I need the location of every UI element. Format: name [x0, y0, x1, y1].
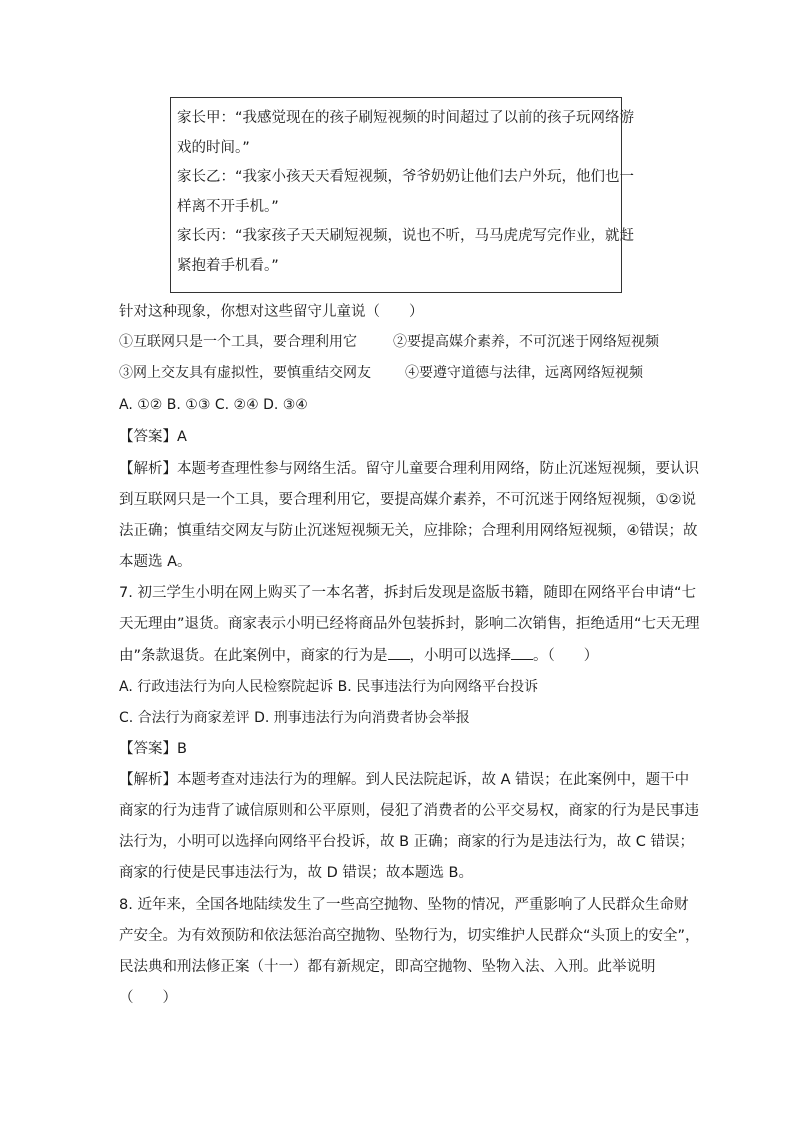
q7-analysis-line: 法行为，小明可以选择向网络平台投诉，故 B 正确；商家的行为是违法行为，故 C 错误； [119, 834, 695, 850]
quote-box [170, 97, 635, 293]
q7-stem-part: 由”条款退货。在此案例中，商家的行为是 [119, 648, 388, 664]
q7-stem-line [119, 645, 598, 666]
q8-stem-line: 民法典和刑法修正案（十一）都有新规定，即高空抛物、坠物入法、入刑。此举说明 [119, 959, 656, 975]
quote-line: 家长丙：“我家孩子天天刷短视频，说也不听，马马虎虎写完作业，就赶 [177, 228, 635, 244]
q8-stem-line: （ ） [119, 990, 177, 1006]
q7-answer: 【答案】B [119, 741, 187, 757]
q6-analysis-line: 本题选 A。 [119, 554, 192, 570]
q6-option-1: ①互联网只是一个工具，要合理利用它 [119, 334, 357, 350]
q7-stem-part: 。（ ） [533, 648, 599, 664]
answer-blank [511, 645, 533, 660]
q6-option-3: ③网上交友具有虚拟性，要慎重结交网友 [119, 365, 371, 381]
q7-stem-line: 天无理由”退货。商家表示小明已经将商品外包装拆封，影响二次销售，拒绝适用“七天无理 [119, 616, 700, 632]
q6-option-2: ②要提高媒介素养，不可沉迷于网络短视频 [393, 334, 659, 350]
q6-analysis-line: 【解析】本题考查理性参与网络生活。留守儿童要合理利用网络，防止沉迷短视频，要认识 [119, 461, 699, 477]
quote-line: 样离不开手机。” [177, 198, 279, 215]
q6-choices: A. ①② B. ①③ C. ②④ D. ③④ [119, 397, 308, 413]
q6-analysis-line: 到互联网只是一个工具，要合理利用它，要提高媒介素养，不可沉迷于网络短视频，①②说 [119, 492, 696, 508]
q7-stem-part: ，小明可以选择 [409, 648, 512, 664]
quote-line: 戏的时间。” [177, 139, 250, 156]
q7-stem-line: 7. 初三学生小明在网上购买了一本名著，拆封后发现是盗版书籍，随即在网络平台申请“七 [119, 585, 696, 601]
q7-choices-line: A. 行政违法行为向人民检察院起诉 B. 民事违法行为向网络平台投诉 [119, 679, 539, 695]
q6-option-4: ④要遵守道德与法律，远离网络短视频 [405, 365, 643, 381]
q6-analysis-line: 法正确；慎重结交网友与防止沉迷短视频无关，应排除；合理利用网络短视频，④错误；故 [119, 523, 698, 539]
q6-answer: 【答案】A [119, 429, 187, 445]
quote-line: 家长甲：“我感觉现在的孩子刷短视频的时间超过了以前的孩子玩网络游 [177, 110, 635, 126]
q6-stem: 针对这种现象，你想对这些留守儿童说（ ） [119, 304, 424, 320]
quote-line: 紧抱着手机看。” [177, 257, 279, 274]
quote-line: 家长乙：“我家小孩天天看短视频，爷爷奶奶让他们去户外玩，他们也一 [177, 169, 635, 185]
q7-analysis-line: 商家的行使是民事违法行为，故 D 错误；故本题选 B。 [119, 865, 473, 881]
q7-analysis-line: 【解析】本题考查对违法行为的理解。到人民法院起诉，故 A 错误；在此案例中，题干中 [119, 772, 690, 788]
q8-stem-line: 产安全。为有效预防和依法惩治高空抛物、坠物行为，切实维护人民群众“头顶上的安全”， [119, 928, 700, 944]
q7-choices-line: C. 合法行为商家差评 D. 刑事违法行为向消费者协会举报 [119, 710, 470, 726]
q8-stem-line: 8. 近年来，全国各地陆续发生了一些高空抛物、坠物的情况，严重影响了人民群众生命财 [119, 897, 689, 913]
answer-blank [388, 645, 410, 660]
q7-analysis-line: 商家的行为违背了诚信原则和公平原则，侵犯了消费者的公平交易权，商家的行为是民事违 [119, 803, 699, 819]
